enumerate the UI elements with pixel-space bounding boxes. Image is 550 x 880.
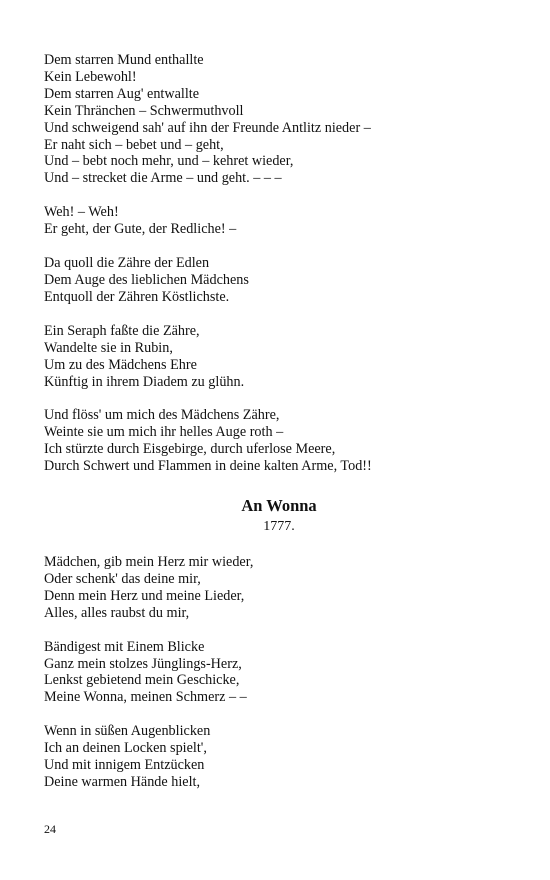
poem-year: 1777. — [263, 519, 295, 535]
poem-continued — [44, 52, 514, 475]
verse-line: Lenkst gebietend mein Geschicke, — [44, 672, 240, 689]
stanza — [44, 639, 514, 707]
verse-line: Kein Thränchen – Schwermuthvoll — [44, 102, 244, 119]
verse-line: Und schweigend sah' auf ihn der Freunde Antlitz nieder – — [44, 119, 371, 136]
stanza — [44, 255, 514, 306]
verse-line: Ganz mein stolzes Jünglings-Herz, — [44, 655, 242, 672]
verse-line: Wandelte sie in Rubin, — [44, 339, 173, 356]
verse-line: Ich an deinen Locken spielt', — [44, 740, 207, 757]
verse-line: Da quoll die Zähre der Edlen — [44, 255, 210, 272]
poem-an-wonna — [44, 496, 514, 791]
verse-line: Entquoll der Zähren Köstlichste. — [44, 288, 230, 305]
verse-line: Kein Lebewohl! — [44, 68, 137, 85]
verse-line: Deine warmen Hände hielt, — [44, 774, 201, 790]
verse-line: Dem starren Mund enthallte — [44, 52, 204, 68]
page-number: 24 — [44, 822, 56, 836]
verse-line: Wenn in süßen Augenblicken — [44, 723, 211, 740]
verse-line: Er geht, der Gute, der Redliche! – — [44, 221, 237, 238]
verse-line: Um zu des Mädchens Ehre — [44, 356, 197, 373]
verse-line: Bändigest mit Einem Blicke — [44, 638, 205, 655]
verse-line: Dem Auge des lieblichen Mädchens — [44, 271, 249, 288]
verse-line: Meine Wonna, meinen Schmerz – – — [44, 689, 247, 706]
stanza — [44, 52, 514, 187]
verse-line: Und – strecket die Arme – und geht. – – – — [44, 170, 282, 187]
stanza — [44, 723, 514, 791]
stanza — [44, 204, 514, 238]
stanza — [44, 323, 514, 391]
poem-title: An Wonna — [241, 496, 317, 516]
stanza — [44, 407, 514, 475]
verse-line: Er naht sich – bebet und – geht, — [44, 136, 224, 153]
verse-line: Dem starren Aug' entwallte — [44, 85, 200, 102]
verse-line: Und – bebt noch mehr, und – kehret wieder, — [44, 153, 294, 170]
verse-line: Und mit innigem Entzücken — [44, 757, 205, 774]
verse-line: Ein Seraph faßte die Zähre, — [44, 322, 200, 339]
verse-line: Künftig in ihrem Diadem zu glühn. — [44, 373, 245, 390]
verse-line: Weinte sie um mich ihr helles Auge roth – — [44, 424, 284, 441]
verse-line: Weh! – Weh! — [44, 204, 119, 221]
verse-line: Oder schenk' das deine mir, — [44, 570, 201, 587]
verse-line: Denn mein Herz und meine Lieder, — [44, 587, 245, 604]
verse-line: Durch Schwert und Flammen in deine kalten Arme, Tod!! — [44, 458, 372, 475]
verse-line: Alles, alles raubst du mir, — [44, 604, 190, 621]
verse-line: Ich stürzte durch Eisgebirge, durch uferlose Meere, — [44, 441, 336, 458]
stanza — [44, 554, 514, 622]
page-body — [44, 52, 514, 808]
verse-line: Und flöss' um mich des Mädchens Zähre, — [44, 407, 280, 424]
verse-line: Mädchen, gib mein Herz mir wieder, — [44, 554, 254, 571]
